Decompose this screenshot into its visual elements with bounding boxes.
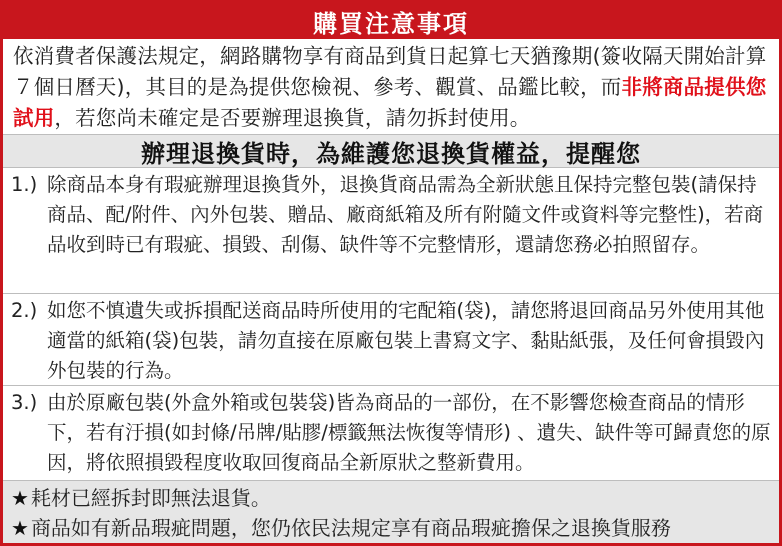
intro-paragraph [3,39,779,134]
list-item-text: 由於原廠包裝(外盒外箱或包裝袋)皆為商品的一部份，在不影響您檢查商品的情形下，若有汙損(如封條/吊牌/貼膠/標籤無法恢復等情形) 、遺失、缺件等可歸責您的原因，將依照損毀程度收取回復商品全新原狀之整新費用。 [47,391,771,474]
intro-text-before: 依消費者保護法規定，網路購物享有商品到貨日起算七天猶豫期(簽收隔天開始計算７個日曆天)，其目的是為提供您檢視、參考、觀賞、品鑑比較，而 [13,44,767,99]
footer-note-consumables [11,483,771,513]
list-item [3,294,779,386]
reminder-header [3,134,779,168]
reminder-title: 辦理退換貨時，為維護您退換貨權益，提醒您 [141,139,641,168]
reminder-list [3,168,779,490]
star-icon: ★ [11,486,29,510]
list-item-number: 3.) [11,391,38,414]
notice-title: 購買注意事項 [313,9,469,38]
footer-note-text: 耗材已經拆封即無法退貨。 [30,486,271,510]
list-item-text: 除商品本身有瑕疵辦理退換貨外，退換貨商品需為全新狀態且保持完整包裝(請保持商品、配/附件、內外包裝、贈品、廠商紙箱及所有附隨文件或資料等完整性)，若商品收到時已有瑕疵、損毀、刮傷、缺件等不完整情形，還請您務必拍照留存。 [47,173,764,256]
footer-notes [3,480,779,543]
footer-note-text: 商品如有新品瑕疵問題，您仍依民法規定享有商品瑕疵擔保之退換貨服務 [30,516,671,540]
intro-highlight: 非將商品提供您試用 [13,75,767,130]
list-item [3,386,779,490]
footer-note-defects [11,513,771,543]
star-icon: ★ [11,516,29,540]
list-item-number: 2.) [11,299,38,322]
list-item-number: 1.) [11,173,38,196]
list-item-text: 如您不慎遺失或拆損配送商品時所使用的宅配箱(袋)，請您將退回商品另外使用其他適當的紙箱(袋)包裝，請勿直接在原廠包裝上書寫文字、黏貼紙張，及任何會損毀內外包裝的行為。 [47,299,765,382]
notice-header [3,3,779,39]
intro-text-after: ，若您尚未確定是否要辦理退換貨，請勿拆封使用。 [54,106,531,130]
list-item [3,168,779,294]
